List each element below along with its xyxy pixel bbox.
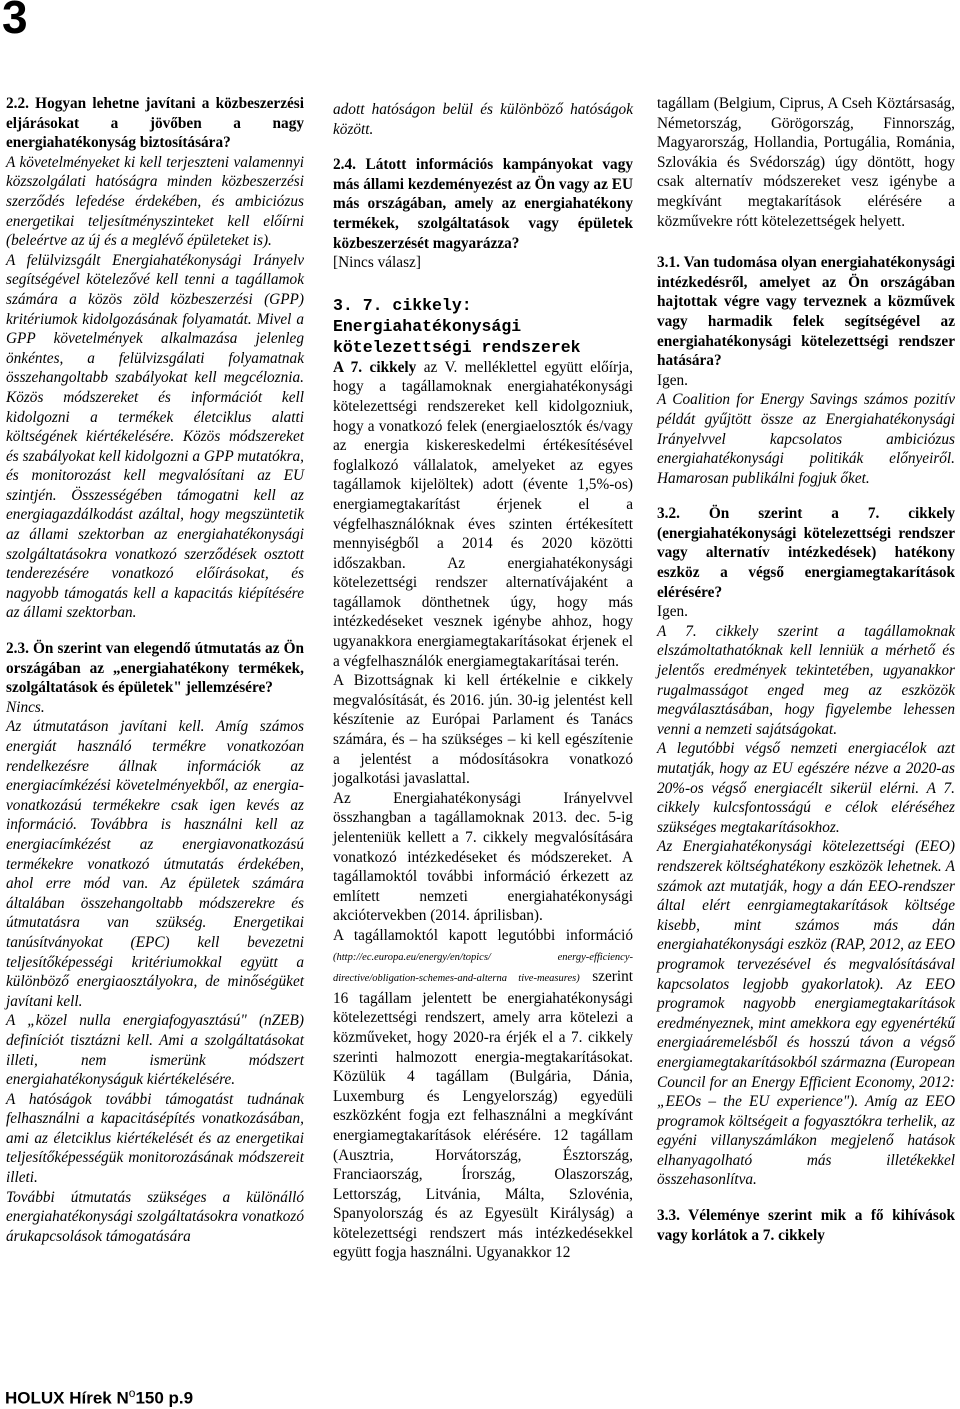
source-link[interactable]: (http://ec.europa.eu/energy/en/topics/ energy-efficiency-directive/obligation-schemes-and-alterna tive-measures) (333, 951, 633, 985)
paragraph: A tagállamoktól kapott legutóbbi információ (http://ec.europa.eu/energy/en/topics/ energy-efficiency-directive/obligation-schemes-and-alterna tive-measures) szerint 16 tagállam jelentett be energiahatékonysági kötelezettségi rendszert, amely arra kötelezi a közműveket, hogy 2020-ra érjék el a 7. cikkely szerinti halmozott energia-megtakarításokat. Közülük 4 tagállam (Bulgária, Dánia, Luxemburg és Lengyelország) egyedüli eszközként fogja ezt felhasználni a megkívánt energiamegtakarítások elérésére. 12 tagállam (Ausztria, Horvátország, Észtország, Franciaország, Írország, Olaszország, Lettország, Litvánia, Málta, Szlovénia, Spanyolország és az Egyesült Királyság) a kötelezettségi rendszert más intézkedésekkel együtt fogja használni. Ugyanakkor 12 (333, 926, 633, 1262)
page-footer: HOLUX Hírek $N^o150$ p.9 (5, 1386, 194, 1408)
heading-2-4: 2.4. Látott információs kampányokat vagy más állami kezdeményezést az Ön vagy az EU más országában, amely az energiahatékony termékek, szolgáltatások vagy épületek közbeszerzését magyarázza? (333, 156, 633, 252)
answer: [Nincs válasz] (333, 254, 421, 272)
column-3 (657, 94, 955, 1245)
paragraph: A követelményeket ki kell terjeszteni valamennyi közszolgálati hatóságra minden közbeszerzési szerződés lefedése érdekében, és ambiciózus energetikai teljesítményszinteket kell előírni (beleértve az új és a meglévő épületeket is). (6, 153, 304, 250)
paragraph: Az útmutatáson javítani kell. Amíg számos energiát használó termékre vonatkozóan rendelkezésre állnak információk az energiacímkézési követelményekből, az energia-vonatkozású termékekre csak igen kevés az információ. Továbbra is használni kell az energiacímkézést az energiavonatkozású termékekre vonatkozó útmutatás érdekében, ahol erre mód van. Az épületek számára általában összehangoltabb módszerekre és útmutatásra van szükség. Energetikai tanúsítványokat (EPC) kell bevezetni teljesítőképességi kritériumokkal együtt a különböző energiaosztályokra, de minőségüket javítani kell. (6, 718, 304, 1010)
paragraph: A felülvizsgált Energiahatékonysági Irányelv segítségével kötelezővé kell tenni a tagállamok számára a közös zöld közbeszerzési (GPP) kritériumok kidolgozásának folyamatát. Mivel a GPP követelmények alkalmazása jelenleg önkéntes, a felülvizsgálati folyamatnak összehangoltabb szabályokat kell megcéloznia. Közös módszereket és információt kell kidolgozni a termékek életciklus alatti költségének kiértékelésére. Közös módszereket és szabályokat kell kidolgozni a GPP mutatókra, és monitorozást kell megvalósítani az EU szintjén. Összességében támogatni kell az energiagazdálkodást azáltal, hogy megszüntetik az állami szektorban az energiahatékonysági szolgáltatásokra vonatkozó szerződések osztott tenderezésére vonatkozó előírásokat, és nagyobb támogatás kell a kapacitás kiépítésére az állami szektorban. (6, 251, 304, 622)
paragraph: A legutóbbi végső nemzeti energiacélok azt mutatják, hogy az EU egészére nézve a 2020-as 20%-os végső energiacélt sikerül elérni. A 7. cikkely kulcsfontosságú e célok eléréséhez szükséges megtakarításokhoz. (657, 740, 955, 836)
paragraph: A Coalition for Energy Savings számos pozitív példát gyűjtött össze az Energiahatékonysági Irányelvvel kapcsolatos ambiciózus energiahatékonysági politikák előnyeiről. Hamarosan publikálni fogjuk őket. (657, 391, 955, 487)
heading-2-2: 2.2. Hogyan lehetne javítani a közbeszerzési eljárásokat a jövőben a nagy energiahatékonyság biztosítására? (6, 95, 304, 152)
paragraph: A 7. cikkely az V. melléklettel együtt előírja, hogy a tagállamoknak energiahatékonysági kötelezettségi rendszereket kell kidolgozniuk, hogy a vonatkozó felek (energiaelosztók és/vagy az energia kiskereskedelmi értékesítésével foglalkozó vállalatok, amelyeket az egyes tagállamok kijelöltek) adott (évente 1,5%-os) energiamegtakarítást érjenek el a végfelhasználóknak éves szinten értékesített mennyiségből a 2014 és 2020 közötti időszakban. Az energiahatékonysági kötelezettségi rendszer alternatívájaként a tagállamok dönthetnek úgy, hogy más intézkedéseket vesznek igénybe ahhoz, hogy ugyanakkora energiamegtakarításokat érjenek el a végfelhasználók energiamegtakarításai terén. (333, 358, 633, 670)
heading-3-2: 3.2. Ön szerint a 7. cikkely (energiahatékonysági kötelezettségi rendszer vagy alternatív intézkedések) hatékony eszköz a végső energiamegtakarítások elérésére? (657, 505, 955, 601)
column-1 (6, 94, 304, 1246)
section-3-heading: 3. 7. cikkely: Energiahatékonysági kötelezettségi rendszerek (333, 295, 581, 357)
answer: Igen. (657, 371, 689, 389)
page-number: 3 (2, 0, 28, 43)
heading-3-3: 3.3. Véleménye szerint mik a fő kihívások vagy korlátok a 7. cikkely (657, 1207, 955, 1244)
heading-3-1: 3.1. Van tudomása olyan energiahatékonysági intézkedésről, amelyet az Ön országában hajtottak végre vagy terveznek a közművek vagy harmadik felek segítségével az energiahatékonysági kötelezettségi rendszer hatására? (657, 254, 955, 370)
article-lead: A 7. cikkely (333, 358, 417, 376)
paragraph: A hatóságok további támogatást tudnának felhasználni a kapacitásépítés vonatkozásában, ami az életciklus kiértékelését és az energetikai teljesítőképességük monitorozásának módszereit illeti. (6, 1090, 304, 1187)
column-2 (333, 100, 633, 1263)
paragraph: További útmutatás szükséges a különálló energiahatékonysági szolgáltatásokra vonatkozó árukapcsolások támogatására (6, 1188, 304, 1245)
paragraph: adott hatóságon belül és különböző hatóságok között. (333, 101, 633, 138)
paragraph: A 7. cikkely szerint a tagállamoknak elszámoltathatóknak kell lenniük a mérhető és jelentős eredmények tekintetében, ugyanakkor rugalmasságot enged meg az eszközök megválasztásában, hogy figyelembe lehessen venni a nemzeti sajátságokat. (657, 622, 955, 738)
paragraph: A „közel nulla energiafogyasztású" (nZEB) definíciót tisztázni kell. Ami a szolgáltatásokat illeti, nem ismerünk módszert energiahatékonyságuk kiértékelésére. (6, 1012, 304, 1089)
answer: Igen. (657, 603, 689, 621)
heading-2-3: 2.3. Ön szerint van elegendő útmutatás az Ön országában az „energiahatékony termékek, szolgáltatások és épületek" jellemzésére? (6, 640, 304, 697)
paragraph: A Bizottságnak ki kell értékelnie e cikkely megvalósítását, és 2016. jún. 30-ig jelentést kell készítenie az Európai Parlament és Tanács számára, és – ha szükséges – ki kell egészítenie a jelentést a módosításokra vonatkozó jogalkotási javaslattal. (333, 672, 633, 788)
answer: Nincs. (6, 698, 45, 716)
paragraph: Az Energiahatékonysági Irányelvvel összhangban a tagállamoknak 2013. dec. 5-ig jelenteniük kellett a 7. cikkely megvalósítására vonatkozó intézkedéseket és módszereket. A tagállamoktól további információ érkezett az említett nemzeti energiahatékonysági akciótervekben (2014. áprilisban). (333, 789, 633, 925)
paragraph: tagállam (Belgium, Ciprus, A Cseh Köztársaság, Németország, Görögország, Finnország, Magyarország, Hollandia, Portugália, Románia, Szlovákia és Svédország) úgy döntött, hogy csak alternatív módszereket vesz igénybe a megkívánt megtakarítások elérésére a közművekre rótt kötelezettségek helyett. (657, 95, 955, 230)
paragraph: Az Energiahatékonysági kötelezettségi (EEO) rendszerek költséghatékony eszközök lehetnek. A számok azt mutatják, hogy a dán EEO-rendszer által elért eenrgiamegtakarítások költsége kisebb, mint számos más dán energiahatékonysági eszköz (RAP, 2012, az EEO programok tervezésével és megvalósításával kapcsolatos legjobb gyakorlatok). Az EEO programok nagyobb energiamegtakarítások eredményeznek, mint amekkora egy egyenértékű energiaáremelésből és hosszú távon a végső energiamegtakarításokból származna (European Council for an Energy Efficient Economy, 2012: „EEOs – the EU experience"). Amíg az EEO programok költségeit a fogyasztókra terhelik, az egyéni villanyszámlákon megjelenő hatások elhanyagolható más illetékekkel összehasonlítva. (657, 838, 955, 1189)
